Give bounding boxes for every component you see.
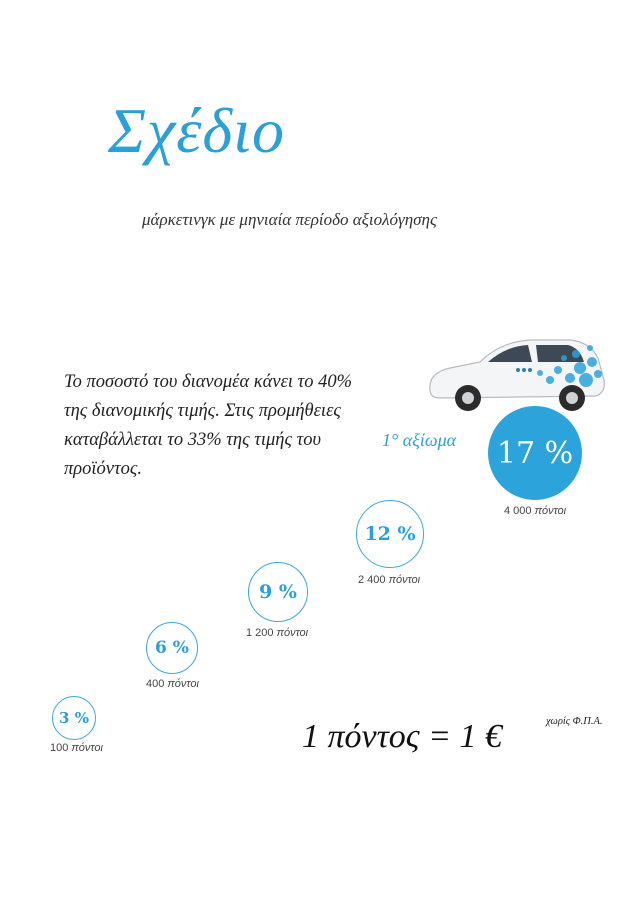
level-9-points: 1 200 πόντοι [246, 627, 309, 639]
level-17-percent-circle: 17 % [488, 406, 582, 500]
level-6-percent-circle: 6 % [146, 622, 198, 674]
plan-description: Το ποσοστό του διανομέα κάνει το 40% της διανομικής τιμής. Στις προμήθειες καταβάλλεται το 33% της τιμής του προϊόντος. [64, 372, 353, 479]
level-3-percent-circle: 3 % [52, 696, 96, 740]
level-3-points: 100 πόντοι [50, 742, 103, 754]
vat-note: χωρίς Φ.Π.Α. [546, 716, 603, 727]
car-illustration [420, 318, 610, 418]
page-title: Σχέδιο [108, 95, 285, 166]
point-value-equation: 1 πόντος = 1 € [302, 718, 503, 755]
level-12-points: 2 400 πόντοι [358, 574, 421, 586]
level-6-points: 400 πόντοι [146, 678, 199, 690]
level-9-percent-circle: 9 % [248, 562, 308, 622]
page-subtitle: μάρκετινγκ με μηνιαία περίοδο αξιολόγησης [142, 210, 437, 229]
first-tier-label: 1° αξίωμα [382, 430, 457, 450]
level-12-percent-circle: 12 % [356, 500, 424, 568]
level-17-points: 4 000 πόντοι [504, 505, 567, 517]
